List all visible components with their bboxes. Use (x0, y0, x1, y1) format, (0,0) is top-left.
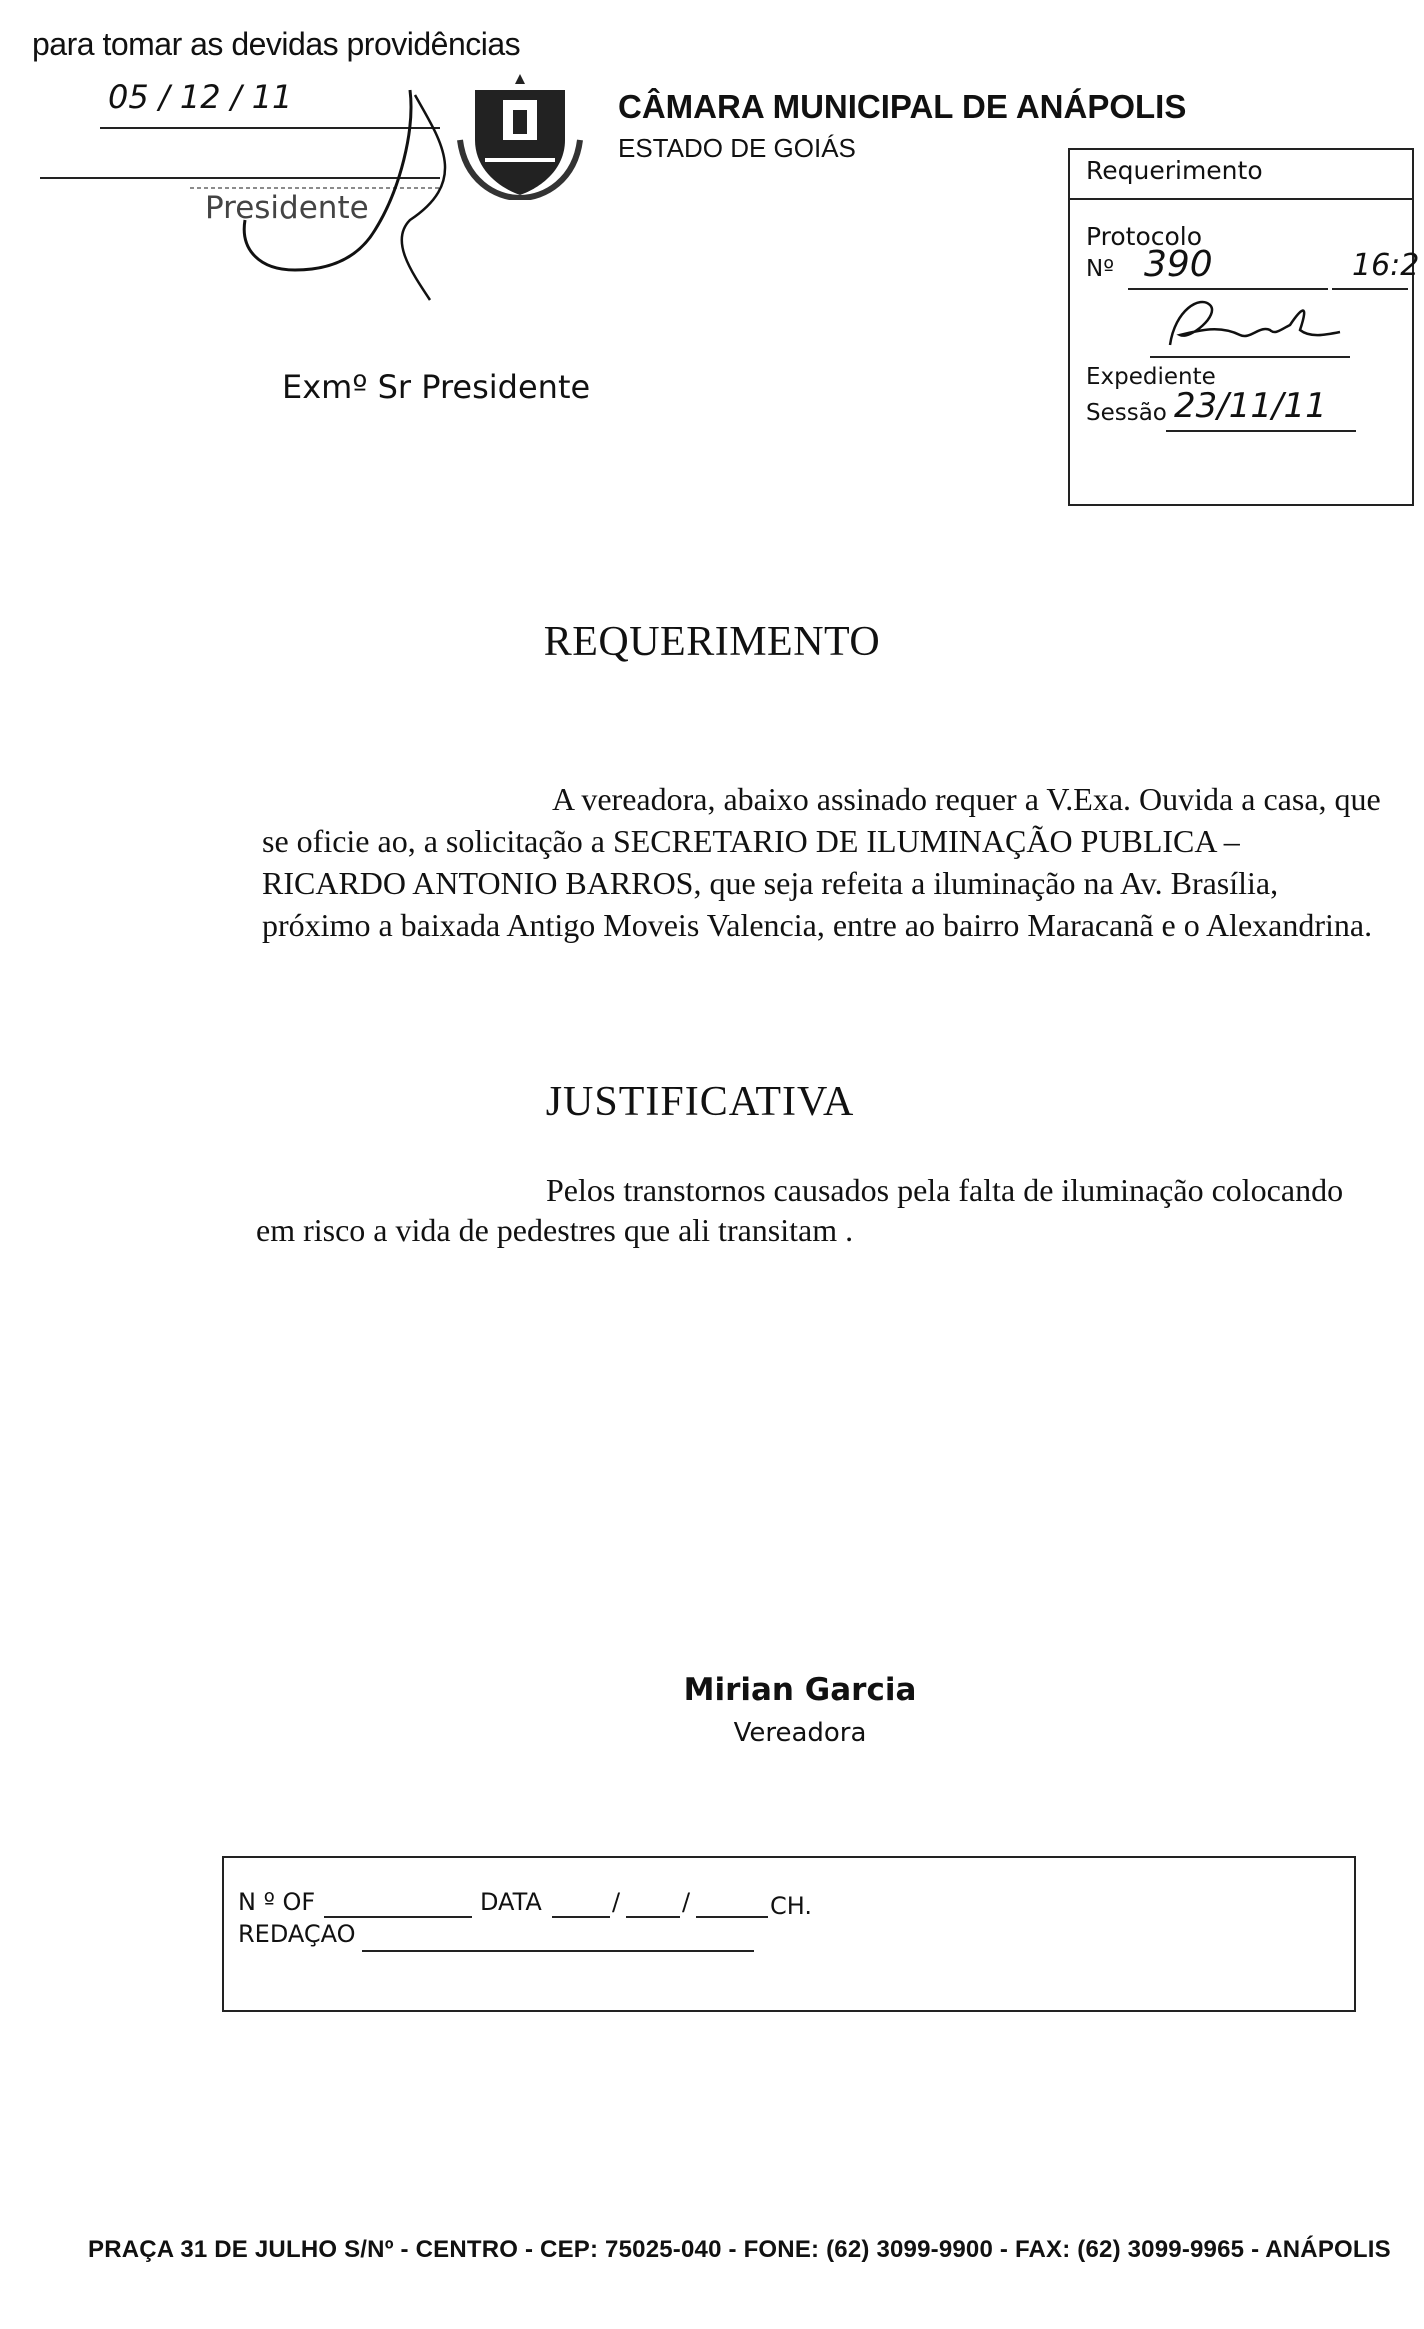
sessao-line (1166, 430, 1356, 432)
sessao-value: 23/11/11 (1174, 386, 1327, 426)
request-body (262, 778, 1382, 946)
expediente-label: Expediente (1086, 364, 1216, 390)
request-body-text: A vereadora, abaixo assinado requer a V.Exa. Ouvida a casa, que se oficie ao, a solicitação a SECRETARIO DE ILUMINAÇÃO PUBLICA – RICARDO ANTONIO BARROS, que seja refeita a iluminação na Av. Brasília, próximo a baixada Antigo Moveis Valencia, entre ao bairro Maracanã e o Alexandrina. (262, 781, 1381, 943)
addressee: Exmº Sr Presidente (282, 368, 591, 406)
justification-body (256, 1170, 1376, 1250)
protocol-box-divider (1070, 198, 1412, 200)
stamp-president: Presidente (205, 190, 369, 226)
protocol-box (1068, 148, 1420, 506)
office-ch-label: CH. (770, 1892, 813, 1920)
protocol-time-value: 16:2 (1352, 248, 1420, 283)
justification-body-text: Pelos transtornos causados pela falta de iluminação colocando em risco a vida de pedestres que ali transitam . (256, 1172, 1344, 1248)
protocol-box-title: Requerimento (1086, 156, 1263, 185)
signer-name: Mirian Garcia (683, 1672, 917, 1708)
justification-title: JUSTIFICATIVA (545, 1079, 855, 1125)
request-title: REQUERIMENTO (543, 619, 881, 665)
office-date-label: DATA (480, 1888, 542, 1916)
president-signature (160, 70, 460, 310)
coat-of-arms-icon (455, 70, 585, 200)
office-number-label: N º OF (238, 1888, 316, 1916)
footer-address: PRAÇA 31 DE JULHO S/Nº - CENTRO - CEP: 75025-040 - FONE: (62) 3099-9900 - FAX: (62) 3099-9965 - ANÁPOLIS (88, 2236, 1391, 2263)
office-date-month-line (626, 1916, 680, 1918)
office-date-sep-2: / (682, 1888, 691, 1916)
office-date-sep-1: / (612, 1888, 621, 1916)
office-box (222, 1856, 1356, 2012)
office-redacao-line (362, 1950, 754, 1952)
office-date-day-line (552, 1916, 610, 1918)
page-subtitle: ESTADO DE GOIÁS (618, 133, 856, 163)
protocol-signature-line (1150, 356, 1350, 358)
protocol-signature (1150, 290, 1370, 360)
stamp-note: para tomar as devidas providências (32, 26, 521, 62)
office-number-line (324, 1916, 472, 1918)
protocol-number-label: Nº (1086, 256, 1115, 282)
signer-role: Vereadora (733, 1718, 867, 1748)
office-date-year-line (696, 1916, 768, 1918)
protocol-label: Protocolo (1086, 222, 1203, 251)
sessao-label: Sessão (1086, 400, 1167, 426)
stamp-date: 05 / 12 / 11 (108, 78, 293, 116)
office-redacao-label: REDAÇAO (238, 1920, 356, 1948)
page-title: CÂMARA MUNICIPAL DE ANÁPOLIS (618, 88, 1187, 125)
protocol-number-value: 390 (1144, 244, 1213, 285)
